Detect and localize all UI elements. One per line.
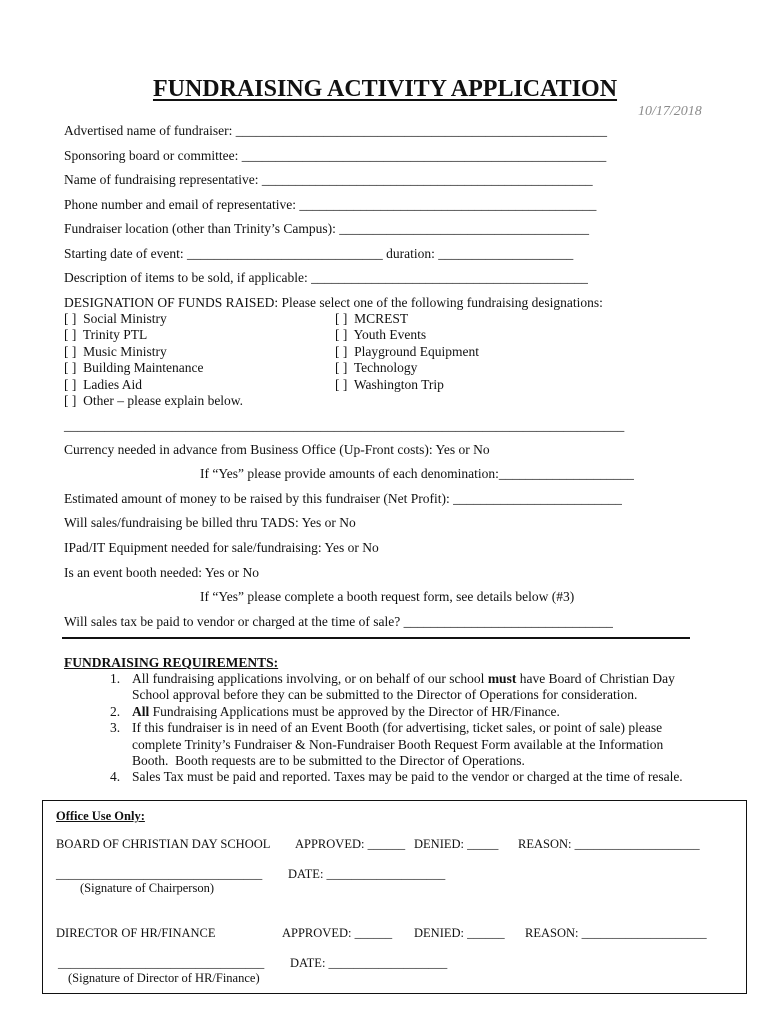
board-label: BOARD OF CHRISTIAN DAY SCHOOL	[56, 837, 271, 851]
designation-option[interactable]: [ ] Social Ministry	[64, 311, 167, 326]
requirement-emphasis: All	[132, 704, 150, 719]
requirement-item: complete Trinity’s Fundraiser & Non-Fundraiser Booth Request Form available at the Information	[132, 737, 664, 752]
board-denied-field[interactable]: DENIED: _____	[414, 837, 499, 851]
director-approved-field[interactable]: APPROVED: ______	[282, 926, 393, 940]
requirement-item: Booth. Booth requests are to be submitted to the Director of Operations.	[132, 753, 525, 768]
requirement-item	[132, 671, 675, 687]
requirement-text: Fundraising Applications must be approved by the Director of HR/Finance.	[149, 704, 560, 719]
designation-option[interactable]: [ ] Other – please explain below.	[64, 393, 244, 408]
director-label: DIRECTOR OF HR/FINANCE	[56, 926, 216, 940]
requirement-text: All fundraising applications involving, or on behalf of our school	[132, 671, 488, 686]
requirement-number: 4.	[110, 769, 121, 784]
designation-option[interactable]: [ ] MCREST	[335, 311, 409, 326]
requirement-emphasis: must	[487, 671, 517, 686]
question-estimated[interactable]: Estimated amount of money to be raised by this fundraiser (Net Profit): _________________________	[64, 491, 622, 506]
board-approved-field[interactable]: APPROVED: ______	[295, 837, 406, 851]
requirement-text: have Board of Christian Day	[516, 671, 675, 686]
board-signature-line[interactable]: _________________________________	[56, 867, 263, 881]
field-location[interactable]: Fundraiser location (other than Trinity’s Campus): _____________________________________	[64, 221, 589, 236]
designation-intro: DESIGNATION OF FUNDS RAISED: Please select one of the following fundraising designations:	[64, 295, 603, 310]
requirement-item: School approval before they can be submitted to the Director of Operations for consideration.	[132, 687, 638, 702]
question-booth[interactable]: Is an event booth needed: Yes or No	[64, 565, 259, 580]
field-representative-name[interactable]: Name of fundraising representative: _________________________________________________	[64, 172, 593, 187]
field-advertised-name[interactable]: Advertised name of fundraiser: _______________________________________________________	[64, 123, 607, 138]
designation-option[interactable]: [ ] Building Maintenance	[64, 360, 204, 375]
designation-option[interactable]: [ ] Ladies Aid	[64, 377, 142, 392]
field-description[interactable]: Description of items to be sold, if applicable: _________________________________________	[64, 270, 588, 285]
requirements-heading: FUNDRAISING REQUIREMENTS:	[64, 655, 279, 670]
question-denomination[interactable]: If “Yes” please provide amounts of each denomination:____________________	[200, 466, 634, 481]
designation-option[interactable]: [ ] Youth Events	[335, 327, 427, 342]
requirement-item: If this fundraiser is in need of an Event Booth (for advertising, ticket sales, or point of sale) please	[132, 720, 663, 735]
question-booth-form: If “Yes” please complete a booth request form, see details below (#3)	[200, 589, 575, 604]
designation-option[interactable]: [ ] Playground Equipment	[335, 344, 479, 359]
question-ipad[interactable]: IPad/IT Equipment needed for sale/fundraising: Yes or No	[64, 540, 379, 555]
field-phone-email[interactable]: Phone number and email of representative: ____________________________________________	[64, 197, 597, 212]
board-date-field[interactable]: DATE: ___________________	[288, 867, 446, 881]
field-start-date[interactable]: Starting date of event: _____________________________ duration: ____________________	[64, 246, 574, 261]
form-title: FUNDRAISING ACTIVITY APPLICATION	[152, 76, 618, 102]
board-signature-caption: (Signature of Chairperson)	[80, 881, 214, 895]
designation-option[interactable]: [ ] Music Ministry	[64, 344, 167, 359]
board-reason-field[interactable]: REASON: ____________________	[518, 837, 700, 851]
designation-explain-line[interactable]: ___________________________________________________________________________________	[64, 418, 625, 433]
section-divider	[62, 637, 690, 639]
requirement-number: 1.	[110, 671, 121, 686]
director-signature-line[interactable]: _________________________________	[58, 956, 265, 970]
requirement-number: 2.	[110, 704, 121, 719]
designation-option[interactable]: [ ] Washington Trip	[335, 377, 444, 392]
director-date-field[interactable]: DATE: ___________________	[290, 956, 448, 970]
director-reason-field[interactable]: REASON: ____________________	[525, 926, 707, 940]
field-sponsoring-board[interactable]: Sponsoring board or committee: ______________________________________________________	[64, 148, 607, 163]
question-currency[interactable]: Currency needed in advance from Business Office (Up-Front costs): Yes or No	[64, 442, 490, 457]
form-date: 10/17/2018	[638, 104, 702, 119]
requirement-item	[132, 704, 560, 720]
requirement-item: Sales Tax must be paid and reported. Taxes may be paid to the vendor or charged at the time of resale.	[132, 769, 683, 784]
director-signature-caption: (Signature of Director of HR/Finance)	[68, 971, 260, 985]
requirement-number: 3.	[110, 720, 121, 735]
director-denied-field[interactable]: DENIED: ______	[414, 926, 505, 940]
designation-option[interactable]: [ ] Technology	[335, 360, 418, 375]
question-tads[interactable]: Will sales/fundraising be billed thru TADS: Yes or No	[64, 515, 356, 530]
office-heading: Office Use Only:	[56, 809, 145, 823]
designation-option[interactable]: [ ] Trinity PTL	[64, 327, 148, 342]
question-sales-tax[interactable]: Will sales tax be paid to vendor or charged at the time of sale? _______________________________	[64, 614, 613, 629]
